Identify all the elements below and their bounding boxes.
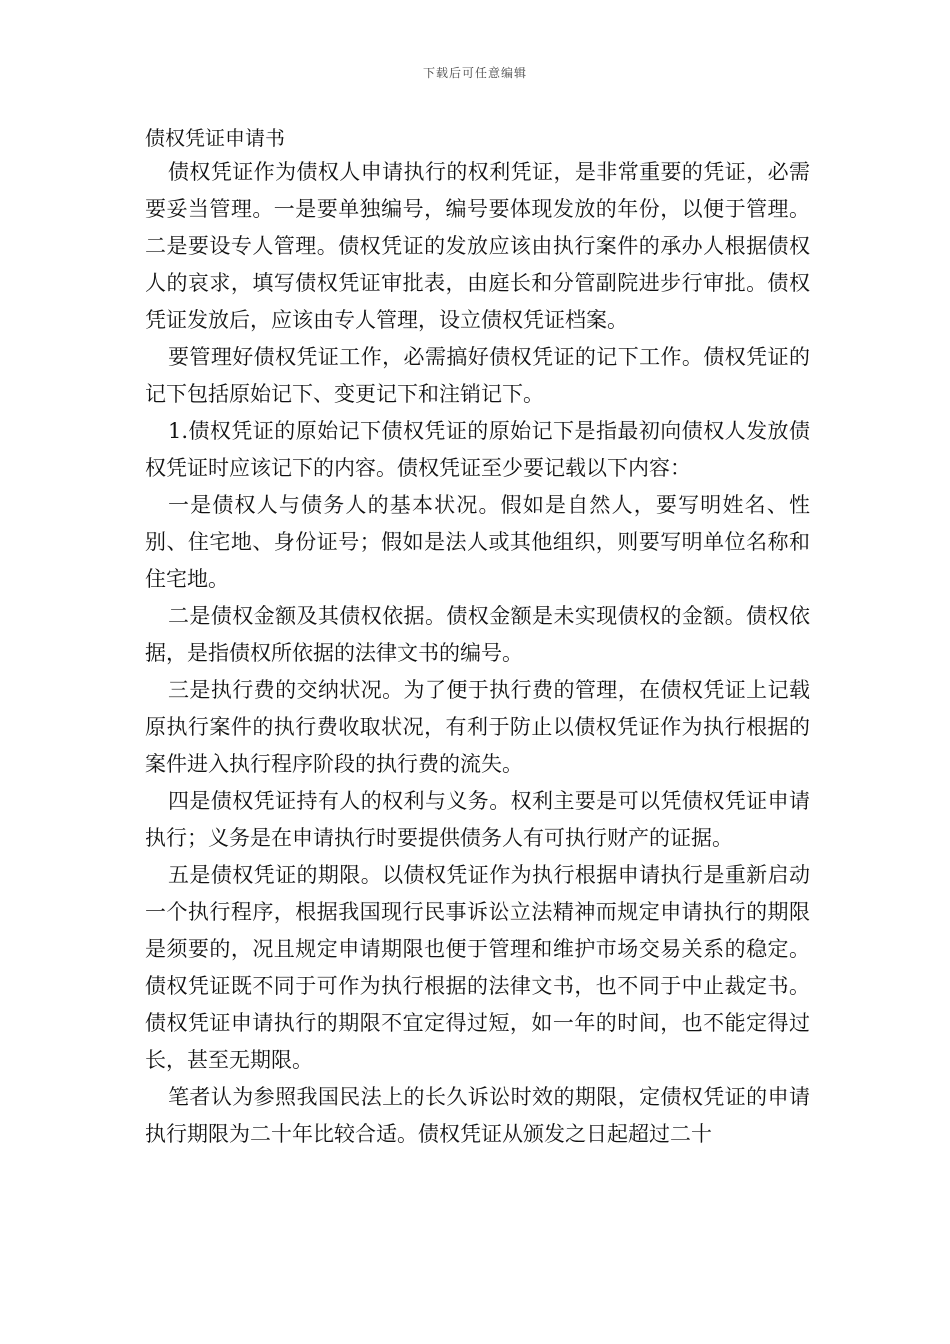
paragraph: 笔者认为参照我国民法上的长久诉讼时效的期限，定债权凭证的申请执行期限为二十年比较合适。债权凭证从颁发之日起超过二十 [145, 1085, 810, 1146]
paragraph: 要管理好债权凭证工作，必需搞好债权凭证的记下工作。债权凭证的记下包括原始记下、变更记下和注销记下。 [145, 345, 810, 406]
paragraph: 债权凭证作为债权人申请执行的权利凭证，是非常重要的凭证，必需要妥当管理。一是要单独编号，编号要体现发放的年份，以便于管理。二是要设专人管理。债权凭证的发放应该由执行案件的承办人根据债权人的哀求，填写债权凭证审批表，由庭长和分管副院进步行审批。债权凭证发放后，应该由专人管理，设立债权凭证档案。 [145, 160, 810, 332]
paragraph: 1.债权凭证的原始记下债权凭证的原始记下是指最初向债权人发放债权凭证时应该记下的内容。债权凭证至少要记载以下内容： [145, 419, 810, 480]
paragraph: 三是执行费的交纳状况。为了便于执行费的管理，在债权凭证上记载原执行案件的执行费收取状况，有利于防止以债权凭证作为执行根据的案件进入执行程序阶段的执行费的流失。 [145, 678, 810, 776]
document-body [145, 154, 810, 1153]
paragraph: 四是债权凭证持有人的权利与义务。权利主要是可以凭债权凭证申请执行；义务是在申请执行时要提供债务人有可执行财产的证据。 [145, 789, 810, 850]
document-title: 债权凭证申请书 [145, 126, 285, 150]
paragraph: 五是债权凭证的期限。以债权凭证作为执行根据申请执行是重新启动一个执行程序，根据我国现行民事诉讼立法精神而规定申请执行的期限是须要的，况且规定申请期限也便于管理和维护市场交易关系的稳定。债权凭证既不同于可作为执行根据的法律文书，也不同于中止裁定书。债权凭证申请执行的期限不宜定得过短，如一年的时间，也不能定得过长，甚至无期限。 [145, 863, 810, 1072]
paragraph: 二是债权金额及其债权依据。债权金额是未实现债权的金额。债权依据，是指债权所依据的法律文书的编号。 [145, 604, 810, 665]
paragraph: 一是债权人与债务人的基本状况。假如是自然人，要写明姓名、性别、住宅地、身份证号；假如是法人或其他组织，则要写明单位名称和住宅地。 [145, 493, 810, 591]
header-note: 下载后可任意编辑 [422, 66, 527, 80]
